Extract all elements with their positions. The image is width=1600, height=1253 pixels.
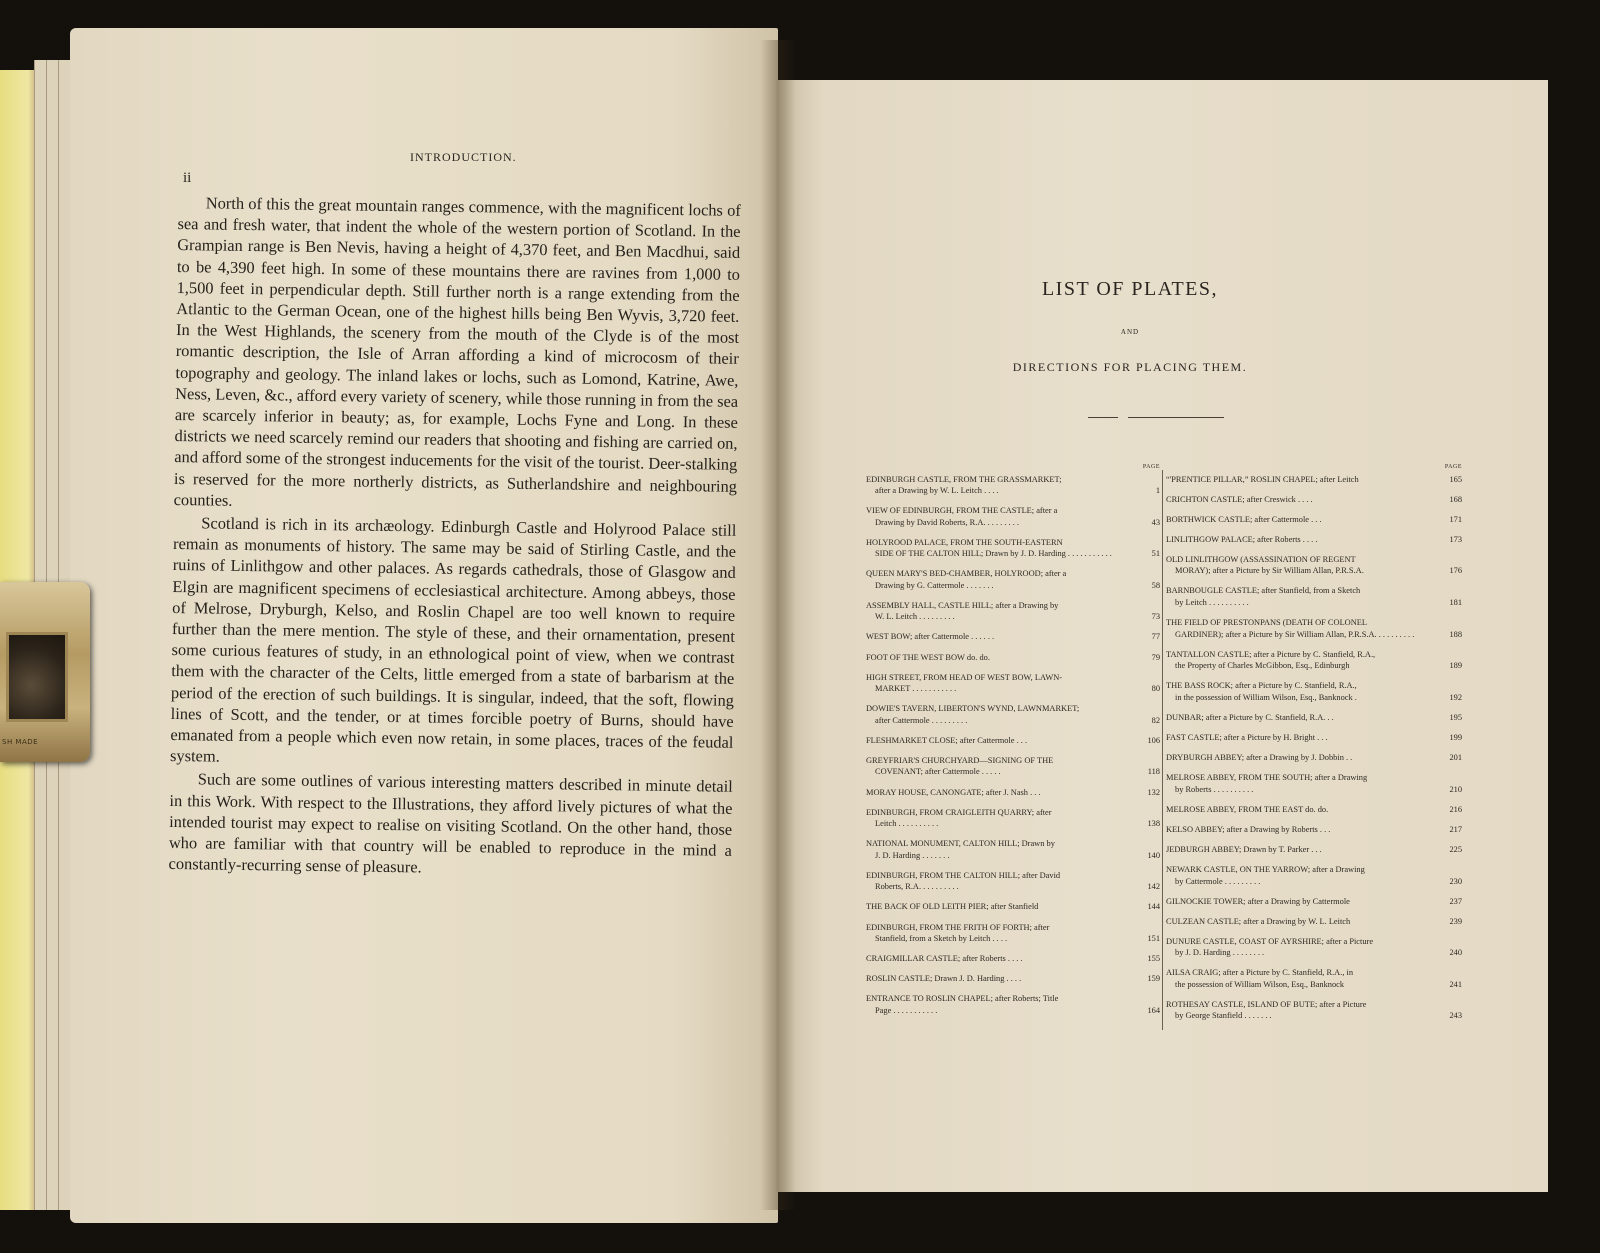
plate-title — [1166, 804, 1440, 816]
plate-title — [866, 870, 1138, 893]
plate-title-line: QUEEN MARY'S BED-CHAMBER, HOLYROOD; after a — [866, 569, 1067, 579]
plate-title-continuation: by Leitch . . . . . . . . . . — [1175, 597, 1249, 607]
plate-title — [1166, 844, 1440, 856]
plate-title — [866, 735, 1138, 747]
plate-entry — [866, 838, 1160, 861]
plate-title — [1166, 494, 1440, 506]
plate-title-line: CRAIGMILLAR CASTLE; after Roberts . . . . — [866, 954, 1023, 964]
paragraph: North of this the great mountain ranges commence, with the magnificent lochs of sea and fresh water, that indent the whole of the western portion of Scotland. In the Grampian range is Ben Nevis, having a height of 4,370 feet, and Ben Macdhui, said to be 4,390 feet high. In some of these mountains there are ravines from 1,000 to 1,500 feet in perpendicular depth. Still further north is a range extending from the Atlantic to the German Ocean, one of the highest hills being Ben Wyvis, 3,720 feet. In the West Highlands, the scenery from the mouth of the Clyde is of the most romantic description, the Isle of Arran affording a kind of microcosm of their topography and geology. The inland lakes or lochs, such as Lomond, Katrine, Awe, Ness, Leven, &c., afford every variety of scenery, while those running in from the sea are scarcely inferior in beauty; as, for example, Lochs Fyne and Long. In these districts we need scarcely remind our readers that shooting and fishing are carried on, and afford some of the strongest inducements for the visit of the tourist. Deer-stalking is reserved for the more northerly districts, as Sutherlandshire and neighbouring counties. — [173, 193, 741, 510]
plate-title-line: DUNURE CASTLE, COAST OF AYRSHIRE; after a Picture — [1166, 936, 1374, 946]
plate-title — [866, 537, 1138, 560]
plate-title-continuation: GARDINER); after a Picture by Sir William Allan, P.R.S.A. . . . . . . . . . — [1175, 629, 1415, 639]
list-title-and: AND — [1120, 328, 1140, 336]
plate-title-line: HOLYROOD PALACE, FROM THE SOUTH-EASTERN — [866, 537, 1063, 547]
plate-entry — [1166, 617, 1462, 640]
plate-title-line: EDINBURGH, FROM THE FRITH OF FORTH; after — [866, 922, 1050, 932]
plate-title — [1166, 617, 1440, 640]
plate-entry — [866, 807, 1160, 830]
plate-entry — [866, 755, 1160, 778]
plate-page-number: 1 — [1155, 486, 1160, 495]
plate-title — [1166, 554, 1440, 577]
plate-entry — [1166, 752, 1462, 764]
plate-page-number: 77 — [1151, 632, 1160, 642]
plate-title-continuation: Stanfield, from a Sketch by Leitch . . . . — [875, 934, 1008, 943]
plate-title — [1166, 534, 1440, 546]
plate-page-number: 73 — [1151, 612, 1160, 622]
plate-title — [1166, 680, 1440, 703]
plate-entry — [1166, 554, 1462, 577]
plate-page-number: 192 — [1449, 692, 1462, 702]
plate-page-number: 142 — [1147, 882, 1160, 892]
plates-column-right — [1166, 462, 1462, 1031]
plate-title-line: CULZEAN CASTLE; after a Drawing by W. L. Leitch — [1166, 916, 1351, 926]
plate-page-number: 151 — [1147, 934, 1160, 943]
plate-page-number: 240 — [1449, 948, 1462, 958]
plate-title-line: MELROSE ABBEY, FROM THE EAST do. do. — [1166, 804, 1329, 814]
plate-title-line: FOOT OF THE WEST BOW do. do. — [866, 652, 990, 662]
plate-entry — [866, 537, 1160, 560]
plate-title-continuation: the possession of William Wilson, Esq., Banknock — [1175, 979, 1345, 989]
plate-entry — [866, 993, 1160, 1016]
plate-entry — [866, 600, 1160, 623]
plate-page-number: 210 — [1449, 784, 1462, 794]
plate-title-line: MORAY HOUSE, CANONGATE; after J. Nash . . . — [866, 787, 1041, 797]
plate-entry — [1166, 999, 1462, 1022]
plate-title — [1166, 474, 1440, 486]
plate-page-number: 225 — [1449, 844, 1462, 854]
plate-title-continuation: MORAY); after a Picture by Sir William Allan, P.R.S.A. — [1175, 566, 1364, 576]
plate-title — [866, 474, 1138, 497]
plate-title-line: DOWIE'S TAVERN, LIBERTON'S WYND, LAWNMARKET; — [866, 704, 1080, 714]
plate-entry — [866, 703, 1160, 726]
plate-title-line: ENTRANCE TO ROSLIN CHAPEL; after Roberts; Title — [866, 994, 1059, 1004]
plate-page-number: 144 — [1147, 902, 1160, 912]
plate-entry — [866, 953, 1160, 965]
plate-title-line: ASSEMBLY HALL, CASTLE HILL; after a Drawing by — [866, 600, 1059, 610]
plate-title — [866, 631, 1138, 643]
plate-title — [866, 973, 1138, 985]
plate-entry — [866, 870, 1160, 893]
plate-page-number: 195 — [1449, 712, 1462, 722]
plate-title-continuation: SIDE OF THE CALTON HILL; Drawn by J. D. Harding . . . . . . . . . . . — [875, 549, 1112, 559]
plate-title-line: THE FIELD OF PRESTONPANS (DEATH OF COLONEL — [1166, 618, 1368, 628]
plate-entry — [1166, 864, 1462, 887]
plate-title-line: WEST BOW; after Cattermole . . . . . . — [866, 632, 995, 642]
plate-title — [866, 505, 1138, 528]
plate-entry — [1166, 680, 1462, 703]
plate-title — [1166, 896, 1440, 908]
plate-title — [1166, 752, 1440, 764]
plate-entry — [1166, 824, 1462, 836]
plate-title-continuation: Leitch . . . . . . . . . . — [875, 819, 939, 829]
plate-title — [1166, 732, 1440, 744]
plate-title — [866, 922, 1138, 945]
plate-entry — [1166, 514, 1462, 526]
plate-title — [1166, 967, 1440, 990]
plate-title-line: BARNBOUGLE CASTLE; after Stanfield, from a Sketch — [1166, 586, 1361, 596]
plate-page-number: 58 — [1151, 580, 1160, 590]
plate-page-number: 237 — [1449, 896, 1462, 906]
plate-title — [1166, 864, 1440, 887]
plate-entry — [1166, 967, 1462, 990]
plate-title-line: BORTHWICK CASTLE; after Cattermole . . . — [1166, 514, 1322, 524]
plate-entry — [1166, 772, 1462, 795]
plate-page-number: 217 — [1449, 824, 1462, 834]
plates-column-left — [866, 462, 1160, 1025]
plate-entry — [1166, 936, 1462, 959]
plate-title-continuation: by Cattermole . . . . . . . . . — [1175, 876, 1261, 886]
plate-page-number: 159 — [1147, 974, 1160, 984]
plate-title-line: THE BACK OF OLD LEITH PIER; after Stanfield — [866, 902, 1039, 912]
plate-title — [866, 672, 1138, 695]
decorative-rule — [1088, 417, 1118, 418]
plate-title — [1166, 649, 1440, 672]
plate-page-number: 199 — [1449, 732, 1462, 742]
plate-title — [1166, 916, 1440, 928]
plate-title-continuation: after a Drawing by W. L. Leitch . . . . — [875, 486, 999, 495]
book-gutter — [760, 40, 796, 1210]
plate-entry — [866, 505, 1160, 528]
clip-stamp: SH MADE — [2, 738, 39, 746]
plate-title-continuation: in the possession of William Wilson, Esq., Banknock . — [1175, 692, 1357, 702]
plate-title-line: “'PRENTICE PILLAR,” ROSLIN CHAPEL; after Leitch — [1166, 474, 1359, 484]
plate-title-continuation: Drawing by G. Cattermole . . . . . . . — [875, 580, 994, 590]
plate-title-line: ROTHESAY CASTLE, ISLAND OF BUTE; after a Picture — [1166, 999, 1367, 1009]
plate-title-line: NATIONAL MONUMENT, CALTON HILL; Drawn by — [866, 839, 1055, 849]
plate-page-number: 106 — [1147, 735, 1160, 745]
plate-page-number: 138 — [1147, 819, 1160, 829]
plate-page-number: 243 — [1449, 1011, 1462, 1021]
plate-title-line: GILNOCKIE TOWER; after a Drawing by Cattermole — [1166, 896, 1350, 906]
plate-page-number: 140 — [1147, 850, 1160, 860]
plate-entry — [866, 735, 1160, 747]
plate-title-line: EDINBURGH CASTLE, FROM THE GRASSMARKET; — [866, 474, 1062, 484]
plate-title-line: DRYBURGH ABBEY; after a Drawing by J. Dobbin . . — [1166, 753, 1353, 763]
plate-entry — [866, 922, 1160, 945]
plate-title — [1166, 712, 1440, 724]
plate-entry — [866, 901, 1160, 913]
plate-page-number: 168 — [1449, 494, 1462, 504]
plate-entry — [1166, 916, 1462, 928]
plate-entry — [866, 672, 1160, 695]
plate-title — [866, 901, 1138, 913]
plate-entry — [1166, 649, 1462, 672]
plate-title-continuation: after Cattermole . . . . . . . . . — [875, 715, 968, 725]
plate-page-number: 176 — [1449, 566, 1462, 576]
plate-entry — [1166, 804, 1462, 816]
plate-title-continuation: by Roberts . . . . . . . . . . — [1175, 784, 1254, 794]
plate-entry — [866, 474, 1160, 497]
plate-title — [866, 600, 1138, 623]
plate-title-continuation: MARKET . . . . . . . . . . . — [875, 684, 957, 694]
plate-entry — [1166, 732, 1462, 744]
plate-title — [866, 568, 1138, 591]
plate-title — [866, 787, 1138, 799]
plate-page-number: 189 — [1449, 661, 1462, 671]
plate-title — [866, 652, 1138, 664]
plate-title-continuation: by J. D. Harding . . . . . . . . — [1175, 948, 1265, 958]
plate-entry — [866, 973, 1160, 985]
plate-title-line: FAST CASTLE; after a Picture by H. Bright . . . — [1166, 732, 1328, 742]
plate-title-continuation: W. L. Leitch . . . . . . . . . — [875, 612, 955, 622]
plate-title-line: ROSLIN CASTLE; Drawn J. D. Harding . . . . — [866, 974, 1022, 984]
plate-page-number: 188 — [1449, 629, 1462, 639]
plate-title-line: JEDBURGH ABBEY; Drawn by T. Parker . . . — [1166, 844, 1322, 854]
plate-title-line: AILSA CRAIG; after a Picture by C. Stanfield, R.A., in — [1166, 968, 1354, 978]
plate-title-continuation: COVENANT; after Cattermole . . . . . — [875, 767, 1001, 777]
plate-entry — [1166, 896, 1462, 908]
list-subtitle: DIRECTIONS FOR PLACING THEM. — [1012, 360, 1248, 374]
decorative-rule — [1128, 417, 1224, 418]
plate-title-line: VIEW OF EDINBURGH, FROM THE CASTLE; after a — [866, 506, 1058, 516]
plate-title-line: GREYFRIAR'S CHURCHYARD—SIGNING OF THE — [866, 755, 1054, 765]
plate-page-number: 43 — [1151, 517, 1160, 527]
plate-page-number: 155 — [1147, 954, 1160, 964]
plate-title-line: KELSO ABBEY; after a Drawing by Roberts . . . — [1166, 824, 1331, 834]
plate-title-continuation: Roberts, R.A. . . . . . . . . . — [875, 882, 959, 892]
plate-page-number: 80 — [1151, 684, 1160, 694]
plate-entry — [866, 631, 1160, 643]
plate-title-continuation: the Property of Charles McGibbon, Esq., Edinburgh — [1175, 661, 1350, 671]
plate-page-number: 118 — [1147, 767, 1160, 777]
plate-title — [866, 838, 1138, 861]
running-head: INTRODUCTION. — [410, 150, 517, 164]
plate-page-number: 181 — [1449, 597, 1462, 607]
page-number: ii — [183, 170, 192, 186]
plate-title-line: DUNBAR; after a Picture by C. Stanfield, R.A. . . — [1166, 712, 1334, 722]
clip-lens-icon — [6, 632, 68, 722]
plate-page-number: 241 — [1449, 979, 1462, 989]
plate-title-continuation: Drawing by David Roberts, R.A. . . . . . . . . — [875, 517, 1019, 527]
plate-entry — [1166, 494, 1462, 506]
introduction-text — [168, 192, 741, 884]
plate-entry — [1166, 844, 1462, 856]
plate-page-number: 132 — [1147, 787, 1160, 797]
column-divider — [1162, 470, 1163, 1030]
plate-title — [1166, 999, 1440, 1022]
plate-title-line: LINLITHGOW PALACE; after Roberts . . . . — [1166, 534, 1318, 544]
plate-title-continuation: J. D. Harding . . . . . . . — [875, 850, 950, 860]
plate-title — [866, 993, 1138, 1016]
plate-title-line: OLD LINLITHGOW (ASSASSINATION OF REGENT — [1166, 554, 1356, 564]
plate-title-line: TANTALLON CASTLE; after a Picture by C. Stanfield, R.A., — [1166, 649, 1376, 659]
plate-title — [1166, 772, 1440, 795]
plate-page-number: 165 — [1449, 474, 1462, 484]
page-column-header: PAGE — [1142, 464, 1160, 470]
plate-title-continuation: Page . . . . . . . . . . . — [875, 1005, 938, 1015]
plate-title — [1166, 585, 1440, 608]
plate-page-number: 201 — [1449, 753, 1462, 763]
plate-page-number: 173 — [1449, 534, 1462, 544]
plate-title-line: MELROSE ABBEY, FROM THE SOUTH; after a Drawing — [1166, 773, 1368, 783]
plate-title — [866, 703, 1138, 726]
plate-title-line: HIGH STREET, FROM HEAD OF WEST BOW, LAWN- — [866, 672, 1063, 682]
plate-title — [1166, 514, 1440, 526]
plate-entry — [866, 787, 1160, 799]
plate-entry — [1166, 585, 1462, 608]
plate-title — [1166, 936, 1440, 959]
plate-page-number: 164 — [1147, 1005, 1160, 1015]
plate-page-number: 51 — [1151, 549, 1160, 559]
plate-title-line: EDINBURGH, FROM THE CALTON HILL; after David — [866, 870, 1061, 880]
paragraph: Scotland is rich in its archæology. Edinburgh Castle and Holyrood Palace still remain as monuments of history. The same may be said of Stirling Castle, and the ruins of Linlithgow and other palaces. As regards cathedrals, those of Glasgow and Elgin are magnificent specimens of ecclesiastical architecture. Among abbeys, those of Melrose, Dryburgh, Kelso, and Roslin Chapel are too well known to require further than the mere mention. The style of these, and their ornamentation, present some curious features of study, in an ethnological point of view, when we contrast them with the character of the Celts, little emerged from a state of barbarism at the period of the erection of such buildings. It is singular, indeed, that the soft, flowing lines of Scott, and the tender, or at times forcible poetry of Burns, should have emanated from a people which even now retain, in some places, traces of the feudal system. — [169, 513, 737, 766]
plate-title-line: CRICHTON CASTLE; after Creswick . . . . — [1166, 494, 1313, 504]
plate-page-number: 230 — [1449, 876, 1462, 886]
list-title: LIST OF PLATES, — [1041, 278, 1219, 300]
plate-page-number: 171 — [1449, 514, 1462, 524]
plate-title — [866, 953, 1138, 965]
paragraph: Such are some outlines of various interesting matters described in minute detail in this Work. With respect to the Illustrations, they afford lively pictures of what the intended tourist may expect to realise on visiting Scotland. On the other hand, those who are familiar with that country will be enabled to reproduce in the mind a constantly-recurring sense of pleasure. — [168, 769, 733, 877]
plate-entry — [1166, 534, 1462, 546]
plate-title-line: NEWARK CASTLE, ON THE YARROW; after a Drawing — [1166, 865, 1365, 874]
plate-title-line: THE BASS ROCK; after a Picture by C. Stanfield, R.A., — [1166, 681, 1357, 691]
plate-entry — [866, 568, 1160, 591]
plate-title-line: FLESHMARKET CLOSE; after Cattermole . . . — [866, 735, 1028, 745]
plate-title — [866, 755, 1138, 778]
plate-entry — [1166, 474, 1462, 486]
page-column-header: PAGE — [1444, 464, 1462, 470]
plate-page-number: 239 — [1449, 916, 1462, 926]
plate-title — [1166, 824, 1440, 836]
plate-title-continuation: by George Stanfield . . . . . . . — [1175, 1011, 1272, 1021]
plate-entry — [866, 652, 1160, 664]
plate-page-number: 79 — [1151, 652, 1160, 662]
plate-entry — [1166, 712, 1462, 724]
plate-page-number: 82 — [1151, 715, 1160, 725]
plate-title-line: EDINBURGH, FROM CRAIGLEITH QUARRY; after — [866, 807, 1052, 817]
page-clip — [0, 582, 90, 762]
plate-page-number: 216 — [1449, 804, 1462, 814]
plate-title — [866, 807, 1138, 830]
